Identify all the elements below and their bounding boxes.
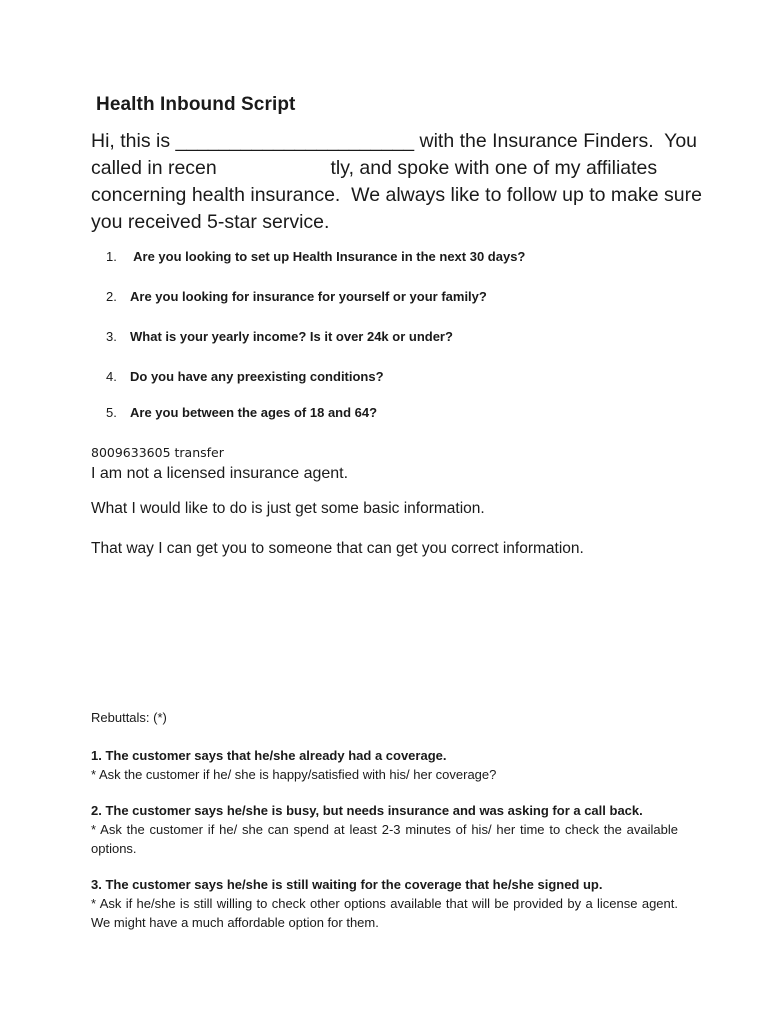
rebuttal-item xyxy=(91,875,678,932)
intro-paragraph xyxy=(91,128,702,236)
document-title: Health Inbound Script xyxy=(96,94,296,115)
rebuttal-item xyxy=(91,801,678,858)
question-item xyxy=(106,369,384,384)
rebuttals-heading: Rebuttals: (*) xyxy=(91,710,167,725)
rebuttal-response: * Ask if he/she is still willing to check other options available that will be provided by a license agent. We might have a much affordable option for them. xyxy=(91,896,678,930)
rebuttal-response: * Ask the customer if he/ she can spend at least 2-3 minutes of his/ her time to check the available options. xyxy=(91,822,678,856)
question-text: Are you looking to set up Health Insurance in the next 30 days? xyxy=(130,249,526,264)
question-number: 4. xyxy=(106,369,117,384)
intro-line: Hi, this is ______________________ with the Insurance Finders. You xyxy=(91,130,698,152)
question-number: 3. xyxy=(106,329,117,344)
statement-basic-info: What I would like to do is just get some basic information. xyxy=(91,500,485,517)
question-text: Are you looking for insurance for yourself or your family? xyxy=(130,289,487,304)
question-text: Do you have any preexisting conditions? xyxy=(130,369,384,384)
intro-line: called in recen tly, and spoke with one of my affiliates xyxy=(91,157,658,179)
intro-line: you received 5-star service. xyxy=(91,211,330,233)
statement-transfer-reason: That way I can get you to someone that can get you correct information. xyxy=(91,540,584,557)
question-item xyxy=(106,405,377,420)
rebuttal-response: * Ask the customer if he/ she is happy/satisfied with his/ her coverage? xyxy=(91,767,497,782)
question-text: Are you between the ages of 18 and 64? xyxy=(130,405,378,420)
intro-line: concerning health insurance. We always like to follow up to make sure xyxy=(91,184,702,206)
rebuttal-objection: 3. The customer says he/she is still waiting for the coverage that he/she signed up. xyxy=(91,877,603,892)
transfer-number: 8009633605 transfer xyxy=(91,445,224,460)
question-item xyxy=(106,289,487,304)
rebuttal-objection: 2. The customer says he/she is busy, but needs insurance and was asking for a call back. xyxy=(91,803,643,818)
question-item xyxy=(106,329,453,344)
question-item xyxy=(106,249,525,264)
question-text: What is your yearly income? Is it over 24k or under? xyxy=(130,329,453,344)
rebuttal-objection: 1. The customer says that he/she already had a coverage. xyxy=(91,748,447,763)
question-number: 5. xyxy=(106,405,117,420)
rebuttal-item xyxy=(91,746,678,784)
question-number: 1. xyxy=(106,249,117,264)
question-number: 2. xyxy=(106,289,117,304)
statement-not-licensed: I am not a licensed insurance agent. xyxy=(91,465,349,482)
